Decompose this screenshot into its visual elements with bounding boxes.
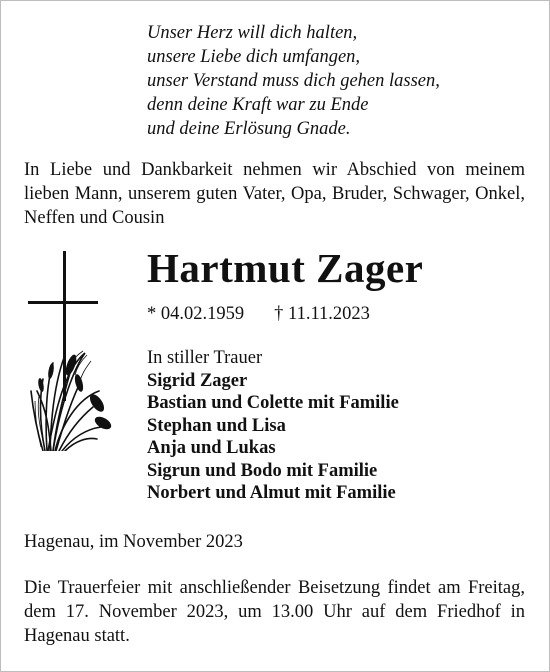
farewell-statement: In Liebe und Dankbarkeit nehmen wir Abschied von meinem lieben Mann, unserem guten Vater, Opa, Bruder, Schwager, Onkel, Neffen und Cousin (24, 160, 525, 228)
poem-line: denn deine Kraft war zu Ende (147, 95, 369, 115)
cross-with-reeds-icon (25, 251, 125, 451)
birth-date: * 04.02.1959 (147, 304, 245, 324)
death-date: † 11.11.2023 (274, 304, 370, 324)
poem-line: unser Verstand muss dich gehen lassen, (147, 71, 440, 91)
poem-line: und deine Erlösung Gnade. (147, 119, 351, 139)
funeral-notice: Die Trauerfeier mit anschließender Beisetzung findet am Freitag, dem 17. November 2023, um 13.00 Uhr auf dem Friedhof in Hagenau statt. (24, 578, 525, 646)
poem-line: unsere Liebe dich umfangen, (147, 47, 361, 67)
mourning-heading: In stiller Trauer (147, 348, 263, 368)
poem-line: Unser Herz will dich halten, (147, 23, 358, 43)
mourner-name: Bastian und Colette mit Familie (147, 393, 399, 413)
mourner-name: Norbert und Almut mit Familie (147, 483, 396, 503)
deceased-name: Hartmut Zager (147, 245, 424, 291)
memorial-poem (147, 21, 440, 141)
place-and-date: Hagenau, im November 2023 (24, 532, 243, 552)
mourners-list (147, 347, 399, 505)
mourner-name: Sigrid Zager (147, 370, 248, 391)
mourner-name: Anja und Lukas (147, 438, 276, 458)
life-dates (147, 302, 370, 326)
mourner-name: Sigrun und Bodo mit Familie (147, 460, 378, 481)
mourner-name: Stephan und Lisa (147, 415, 286, 436)
